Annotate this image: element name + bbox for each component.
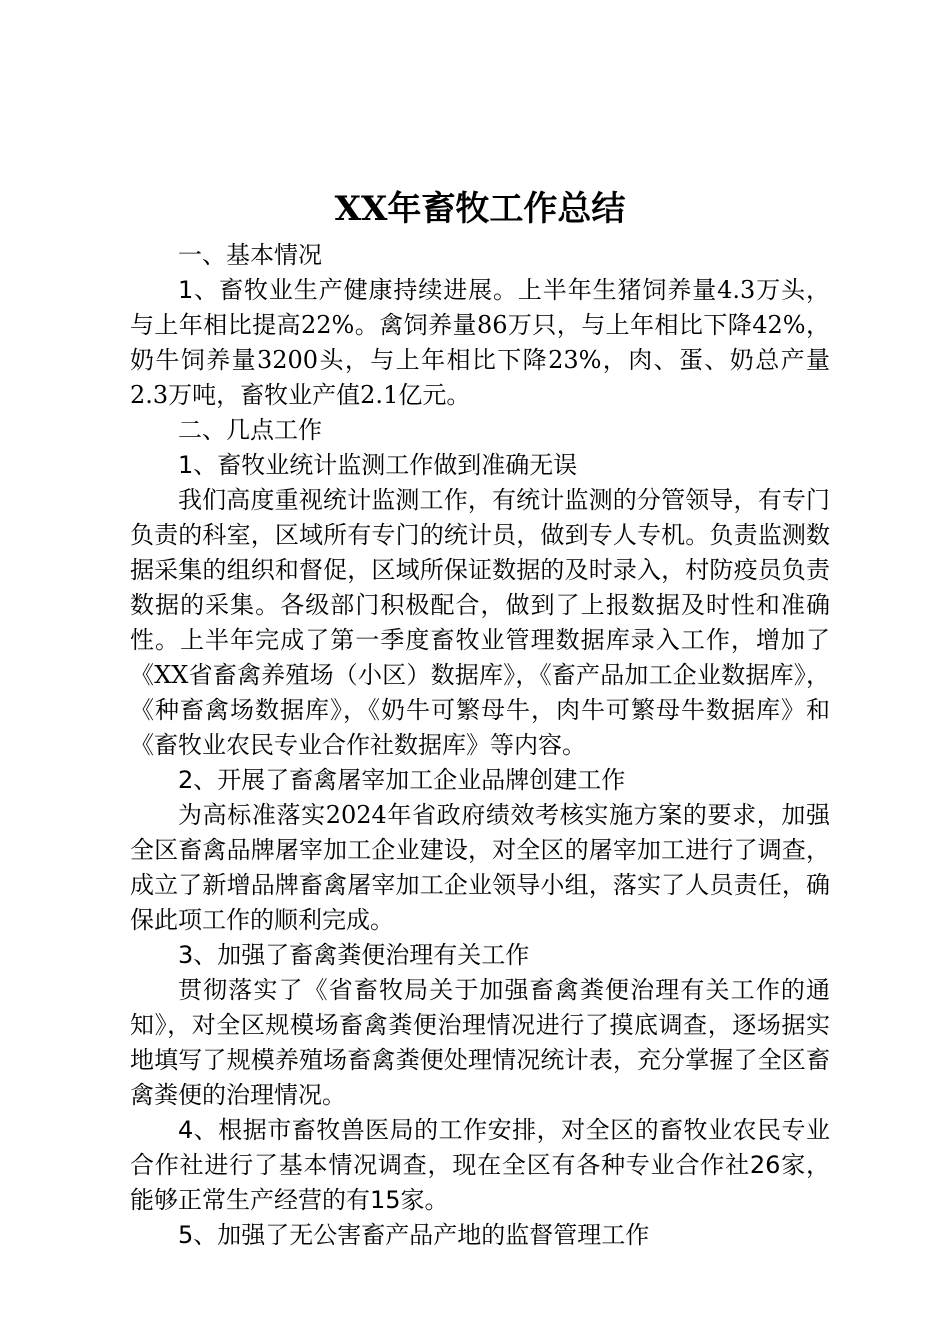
- item-heading-pollution-free: 5、加强了无公害畜产品产地的监督管理工作: [178, 1221, 650, 1249]
- document-title: XX年畜牧工作总结: [334, 189, 626, 229]
- document-body: [130, 180, 830, 1253]
- item-body: 上半年生猪饲养量4.3万头，与上年相比提高22%。禽饲养量86万只，与上年相比下降42%，奶牛饲养量3200头，与上年相比下降23%，肉、蛋、奶总产量2.3万吨，畜牧业产值2.1亿元。: [130, 276, 830, 409]
- item-heading-branding: 2、开展了畜禽屠宰加工企业品牌创建工作: [178, 766, 626, 794]
- paragraph-branding: 为高标准落实2024年省政府绩效考核实施方案的要求，加强全区畜禽品牌屠宰加工企业建设，对全区的屠宰加工进行了调查，成立了新增品牌畜禽屠宰加工企业领导小组，落实了人员责任，确保此项工作的顺利完成。: [130, 801, 830, 934]
- section-heading-work: 二、几点工作: [178, 416, 322, 444]
- paragraph-manure: 贯彻落实了《省畜牧局关于加强畜禽粪便治理有关工作的通知》，对全区规模场畜禽粪便治理情况进行了摸底调查，逐场据实地填写了规模养殖场畜禽粪便处理情况统计表，充分掌握了全区畜禽粪便的治理情况。: [130, 976, 830, 1109]
- item-lead: 1、畜牧业生产健康持续进展。: [178, 276, 518, 304]
- item-heading-manure: 3、加强了畜禽粪便治理有关工作: [178, 941, 530, 969]
- paragraph-cooperatives: 4、根据市畜牧兽医局的工作安排，对全区的畜牧业农民专业合作社进行了基本情况调查，现在全区有各种专业合作社26家，能够正常生产经营的有15家。: [130, 1116, 830, 1214]
- paragraph-statistics: 我们高度重视统计监测工作，有统计监测的分管领导，有专门负责的科室，区域所有专门的统计员，做到专人专机。负责监测数据采集的组织和督促，区域所保证数据的及时录入，村防疫员负责数据的采集。各级部门积极配合，做到了上报数据及时性和准确性。上半年完成了第一季度畜牧业管理数据库录入工作，增加了《XX省畜禽养殖场（小区）数据库》，《畜产品加工企业数据库》，《种畜禽场数据库》，《奶牛可繁母牛，肉牛可繁母牛数据库》和《畜牧业农民专业合作社数据库》等内容。: [130, 486, 830, 759]
- section-heading-basic: 一、基本情况: [178, 241, 322, 269]
- paragraph-production: [130, 273, 830, 413]
- item-heading-statistics: 1、畜牧业统计监测工作做到准确无误: [178, 451, 578, 479]
